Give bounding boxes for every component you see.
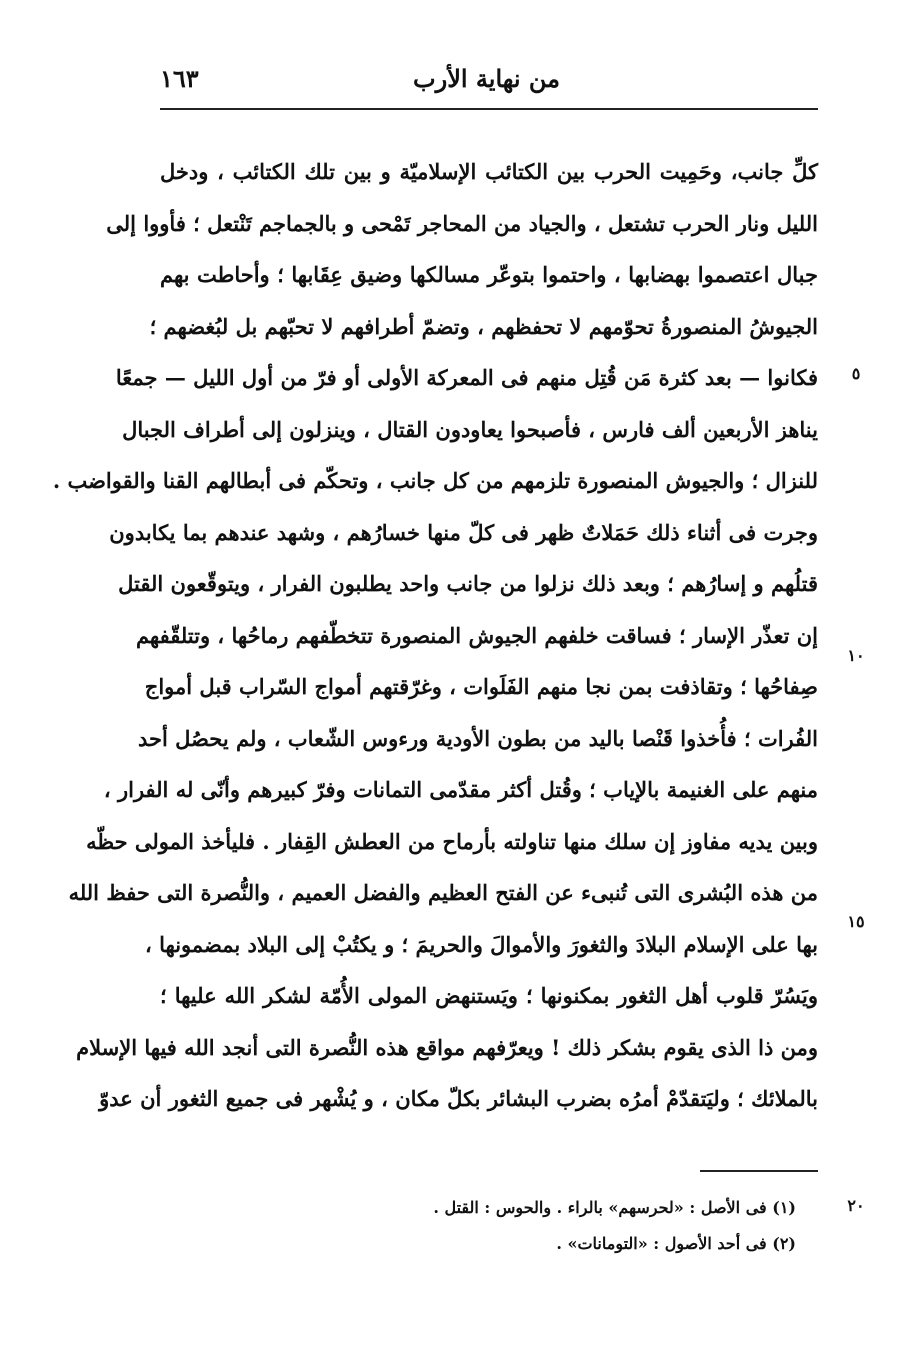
main-text	[52, 146, 818, 1125]
text-line: ومن ذا الذى يقوم بشكر ذلك ! ويعرّفهم مواقع هذه النُّصرة التى أنجد الله فيها الإسلام	[76, 1034, 818, 1060]
text-line: وجرت فى أثناء ذلك حَمَلاتٌ ظهر فى كلّ منها خسارُهم ، وشهد عندهم بما يكابدون	[109, 519, 818, 545]
text-line: للنزال ؛ والجيوش المنصورة تلزمهم من كل جانب ، وتحكّم فى أبطالهم القنا والقواضب .	[52, 468, 818, 493]
text-line: إن تعذّر الإسار ؛ فساقت خلفهم الجيوش المنصورة تتخطّفهم رماحُها ، وتتلقّفهم	[135, 622, 818, 648]
page-number: ١٦٣	[160, 64, 199, 93]
text-line: من هذه البُشرى التى تُنبىء عن الفتح العظيم والفضل العميم ، والنُّصرة التى حفظ الله	[68, 880, 818, 905]
header-rule	[160, 108, 818, 110]
text-line: يناهز الأربعين ألف فارس ، فأصبحوا يعاودون القتال ، وينزلون إلى أطراف الجبال	[122, 416, 818, 442]
text-line: ويَسُرّ قلوب أهل الثغور بمكنونها ؛ ويَستنهض المولى الأُمّة لشكر الله عليها ؛	[160, 983, 818, 1008]
text-line: الليل ونار الحرب تشتعل ، والجياد من المحاجر تَمْحى و بالجماجم تَنْتعل ؛ فأووا إلى	[106, 210, 818, 236]
text-line: بالملائك ؛ وليَتقدّمْ أمرُه بضرب البشائر بكلّ مكان ، و يُشْهر فى جميع الثغور أن عدوّ	[99, 1086, 818, 1111]
text-line: الفُرات ؛ فأُخذوا قَنْصا باليد من بطون الأودية ورءوس الشّعاب ، ولم يحصُل أحد	[138, 725, 818, 751]
text-line: قتلُهم و إسارُهم ؛ وبعد ذلك نزلوا من جانب واحد يطلبون الفرار ، ويتوقّعون القتل	[118, 571, 818, 596]
footnote: (١) فى الأصل : «لحرسهم» بالراء . والحوس : القتل .	[433, 1198, 796, 1217]
line-number-5: ٥	[851, 364, 861, 383]
text-line: جبال اعتصموا بهضابها ، واحتموا بتوعّر مسالكها وضيق عِقَابها ؛ وأحاطت بهم	[160, 262, 818, 287]
text-line: وبين يديه مفاوز إن سلك منها تناولته بأرماح من العطش القِفار . فليأخذ المولى حظّه	[86, 828, 818, 854]
footnote: (٢) فى أحد الأصول : «التومانات» .	[556, 1234, 796, 1253]
text-line: منهم على الغنيمة بالإياب ؛ وقُتل أكثر مقدّمى التمانات وفرّ كبيرهم وأنّى له الفرار ،	[103, 777, 818, 802]
text-line: صِفاحُها ؛ وتقاذفت بمن نجا منهم الفَلَوات ، وغرّقتهم أمواج السّراب قبل أمواج	[144, 674, 818, 699]
line-number-10: ١٠	[847, 646, 865, 665]
text-line: كلِّ جانب، وحَمِيت الحرب بين الكتائب الإسلاميّة و بين تلك الكتائب ، ودخل	[160, 159, 818, 184]
running-title: من نهاية الأرب	[413, 64, 560, 93]
footnote-rule	[700, 1170, 818, 1172]
footnotes	[160, 1190, 796, 1262]
line-number-20: ٢٠	[847, 1196, 865, 1215]
line-number-15: ١٥	[847, 912, 865, 931]
running-header	[160, 60, 816, 106]
text-line: بها على الإسلام البلادَ والثغورَ والأموالَ والحريمَ ؛ و يكتُبْ إلى البلاد بمضمونها ،	[145, 931, 818, 957]
text-line: فكانوا — بعد كثرة مَن قُتِل منهم فى المعركة الأولى أو فرّ من أول الليل — جمعًا	[115, 365, 818, 390]
text-line: الجيوشُ المنصورةُ تحوّمهم لا تحفظهم ، وتضمّ أطرافهم لا تحبّهم بل لبُغضهم ؛	[149, 313, 818, 339]
